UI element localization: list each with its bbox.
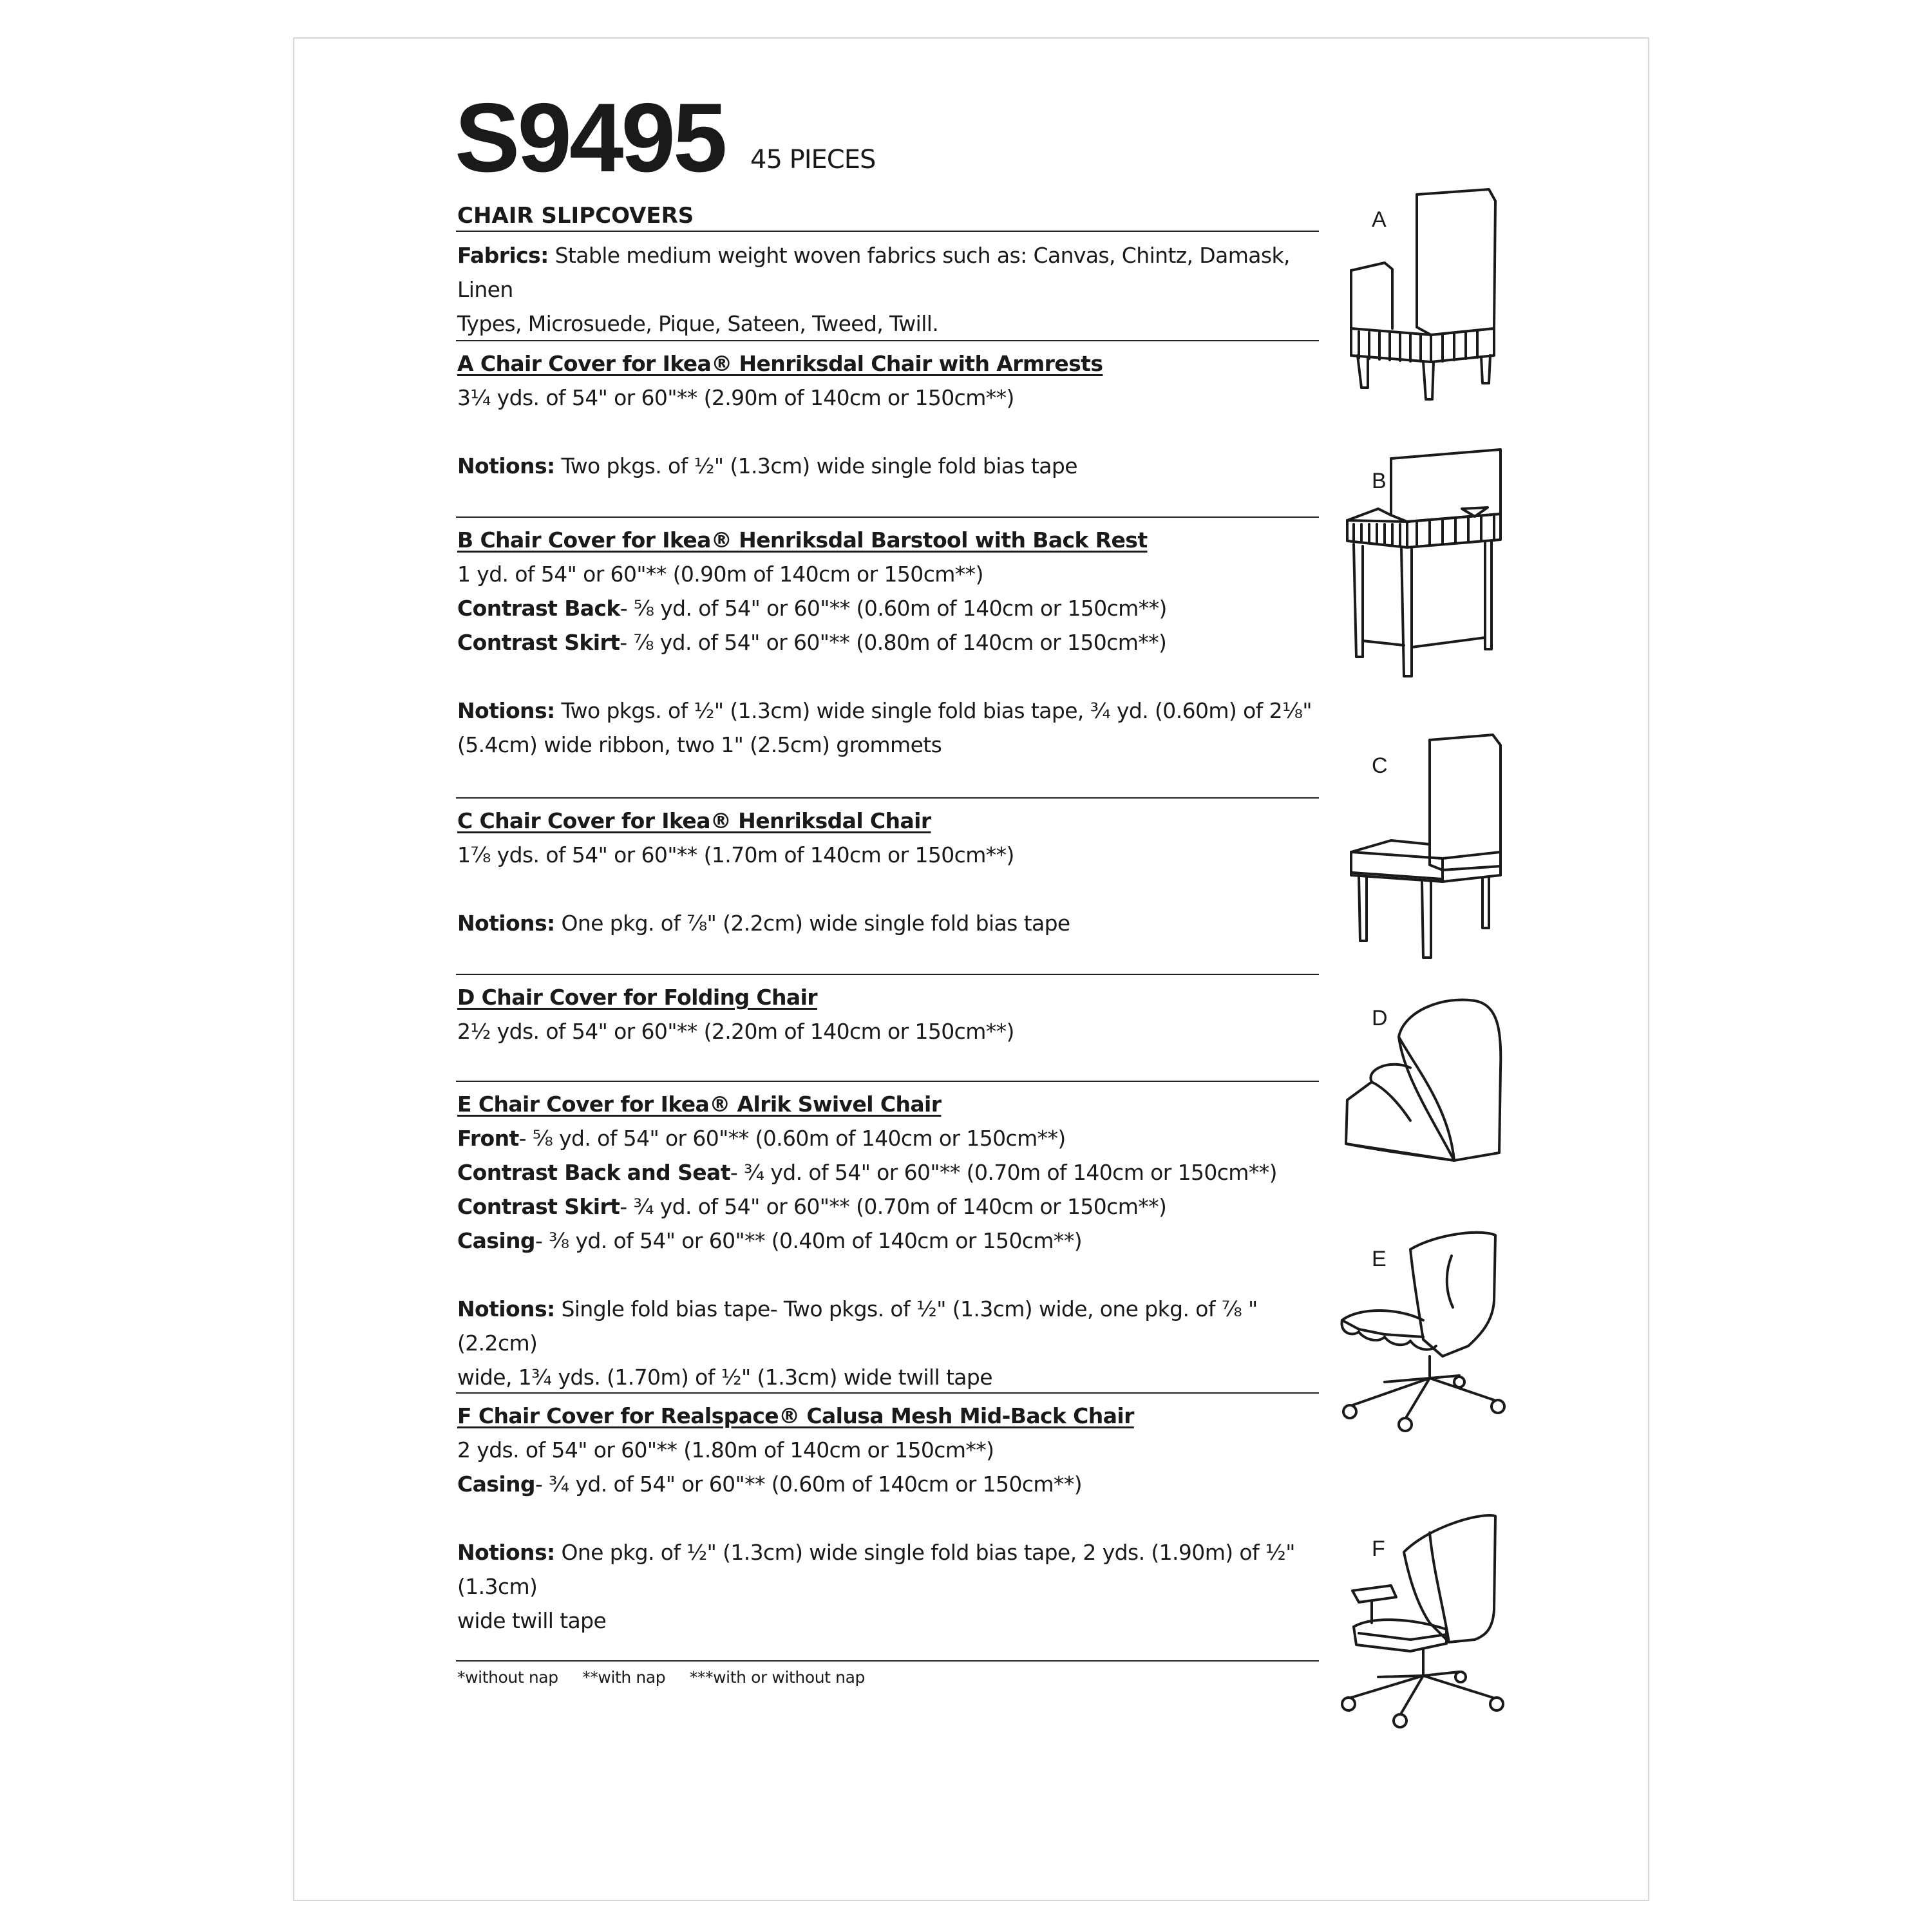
view-a-section xyxy=(457,346,1314,483)
contrast-back-seat-label: Contrast Back and Seat xyxy=(457,1160,730,1185)
front-label: Front xyxy=(457,1126,519,1151)
view-b-yardage: 1 yd. of 54" or 60"** (0.90m of 140cm or 150cm**) xyxy=(457,562,983,587)
notions-label: Notions: xyxy=(457,1296,555,1321)
view-a-heading: A Chair Cover for Ikea® Henriksdal Chair with Armrests xyxy=(457,351,1103,376)
casing-label: Casing xyxy=(457,1472,535,1497)
contrast-back-yardage: - ⅝ yd. of 54" or 60"** (0.60m of 140cm or 150cm**) xyxy=(620,596,1167,621)
fabrics-text-cont: Types, Microsuede, Pique, Sateen, Tweed, Twill. xyxy=(457,311,939,336)
view-c-yardage: 1⅞ yds. of 54" or 60"** (1.70m of 140cm or 150cm**) xyxy=(457,842,1014,867)
pattern-number: S9495 xyxy=(455,83,725,193)
casing-yardage: - ⅜ yd. of 54" or 60"** (0.40m of 140cm or 150cm**) xyxy=(535,1228,1083,1253)
view-d-chair-illustration xyxy=(1340,992,1520,1185)
divider xyxy=(456,1081,1319,1082)
view-f-yardage: 2 yds. of 54" or 60"** (1.80m of 140cm or 150cm**) xyxy=(457,1437,994,1463)
casing-label: Casing xyxy=(457,1228,535,1253)
view-f-notions-cont: wide twill tape xyxy=(457,1608,607,1633)
fabrics-section xyxy=(457,238,1314,341)
view-b-notions: Two pkgs. of ½" (1.3cm) wide single fold bias tape, ¾ yd. (0.60m) of 2⅛" xyxy=(554,698,1312,723)
view-b-notions-cont: (5.4cm) wide ribbon, two 1" (2.5cm) grommets xyxy=(457,732,942,757)
view-a-chair-illustration xyxy=(1346,187,1513,406)
view-letter-f: F xyxy=(1372,1537,1385,1561)
footnote-with-nap: **with nap xyxy=(582,1668,666,1687)
view-b-heading: B Chair Cover for Ikea® Henriksdal Barstool with Back Rest xyxy=(457,527,1148,553)
view-letter-c: C xyxy=(1372,753,1388,778)
view-c-heading: C Chair Cover for Ikea® Henriksdal Chair xyxy=(457,808,931,833)
view-b-section xyxy=(457,523,1314,762)
divider xyxy=(456,516,1319,518)
contrast-back-label: Contrast Back xyxy=(457,596,620,621)
view-letter-b: B xyxy=(1372,469,1387,493)
view-e-section xyxy=(457,1087,1314,1394)
view-f-notions: One pkg. of ½" (1.3cm) wide single fold bias tape, 2 yds. (1.90m) of ½" (1.3cm) xyxy=(457,1540,1295,1599)
view-e-chair-illustration xyxy=(1333,1224,1526,1468)
casing-yardage: - ¾ yd. of 54" or 60"** (0.60m of 140cm or 150cm**) xyxy=(535,1472,1083,1497)
contrast-back-seat-yardage: - ¾ yd. of 54" or 60"** (0.70m of 140cm or 150cm**) xyxy=(730,1160,1277,1185)
view-c-notions: One pkg. of ⅞" (2.2cm) wide single fold bias tape xyxy=(554,911,1070,936)
pattern-title: CHAIR SLIPCOVERS xyxy=(457,203,694,229)
view-letter-d: D xyxy=(1372,1006,1388,1030)
view-c-section xyxy=(457,804,1314,940)
view-e-notions-cont: wide, 1¾ yds. (1.70m) of ½" (1.3cm) wide twill tape xyxy=(457,1365,992,1390)
view-f-section xyxy=(457,1399,1314,1638)
view-e-notions: Single fold bias tape- Two pkgs. of ½" (1.3cm) wide, one pkg. of ⅞ " (2.2cm) xyxy=(457,1296,1258,1356)
view-f-chair-illustration xyxy=(1333,1507,1526,1765)
divider xyxy=(456,1392,1319,1394)
view-e-heading: E Chair Cover for Ikea® Alrik Swivel Chair xyxy=(457,1092,942,1117)
divider xyxy=(456,974,1319,975)
notions-label: Notions: xyxy=(457,911,555,936)
notions-label: Notions: xyxy=(457,1540,555,1565)
view-f-heading: F Chair Cover for Realspace® Calusa Mesh Mid-Back Chair xyxy=(457,1403,1134,1428)
view-d-yardage: 2½ yds. of 54" or 60"** (2.20m of 140cm or 150cm**) xyxy=(457,1019,1014,1044)
footnote-without-nap: *without nap xyxy=(457,1668,558,1687)
divider xyxy=(456,340,1319,341)
view-a-notions: Two pkgs. of ½" (1.3cm) wide single fold bias tape xyxy=(554,453,1077,478)
contrast-skirt-label: Contrast Skirt xyxy=(457,630,620,655)
view-letter-e: E xyxy=(1372,1247,1387,1271)
fabrics-label: Fabrics: xyxy=(457,243,549,268)
footnotes xyxy=(457,1668,884,1687)
divider xyxy=(456,231,1319,232)
contrast-skirt-yardage: - ⅞ yd. of 54" or 60"** (0.80m of 140cm or 150cm**) xyxy=(620,630,1167,655)
notions-label: Notions: xyxy=(457,453,555,478)
divider xyxy=(456,1660,1319,1662)
front-yardage: - ⅝ yd. of 54" or 60"** (0.60m of 140cm or 150cm**) xyxy=(518,1126,1066,1151)
contrast-skirt-label: Contrast Skirt xyxy=(457,1194,620,1219)
notions-label: Notions: xyxy=(457,698,555,723)
view-letter-a: A xyxy=(1372,207,1387,232)
divider xyxy=(456,797,1319,799)
view-a-yardage: 3¼ yds. of 54" or 60"** (2.90m of 140cm or 150cm**) xyxy=(457,385,1014,410)
view-d-heading: D Chair Cover for Folding Chair xyxy=(457,985,817,1010)
contrast-skirt-yardage: - ¾ yd. of 54" or 60"** (0.70m of 140cm or 150cm**) xyxy=(620,1194,1167,1219)
piece-count: 45 PIECES xyxy=(750,145,876,175)
fabrics-text: Stable medium weight woven fabrics such as: Canvas, Chintz, Damask, Linen xyxy=(457,243,1290,302)
view-b-barstool-illustration xyxy=(1340,444,1520,689)
view-c-chair-illustration xyxy=(1346,731,1513,963)
view-d-section xyxy=(457,980,1314,1048)
footnote-with-or-without-nap: ***with or without nap xyxy=(689,1668,865,1687)
